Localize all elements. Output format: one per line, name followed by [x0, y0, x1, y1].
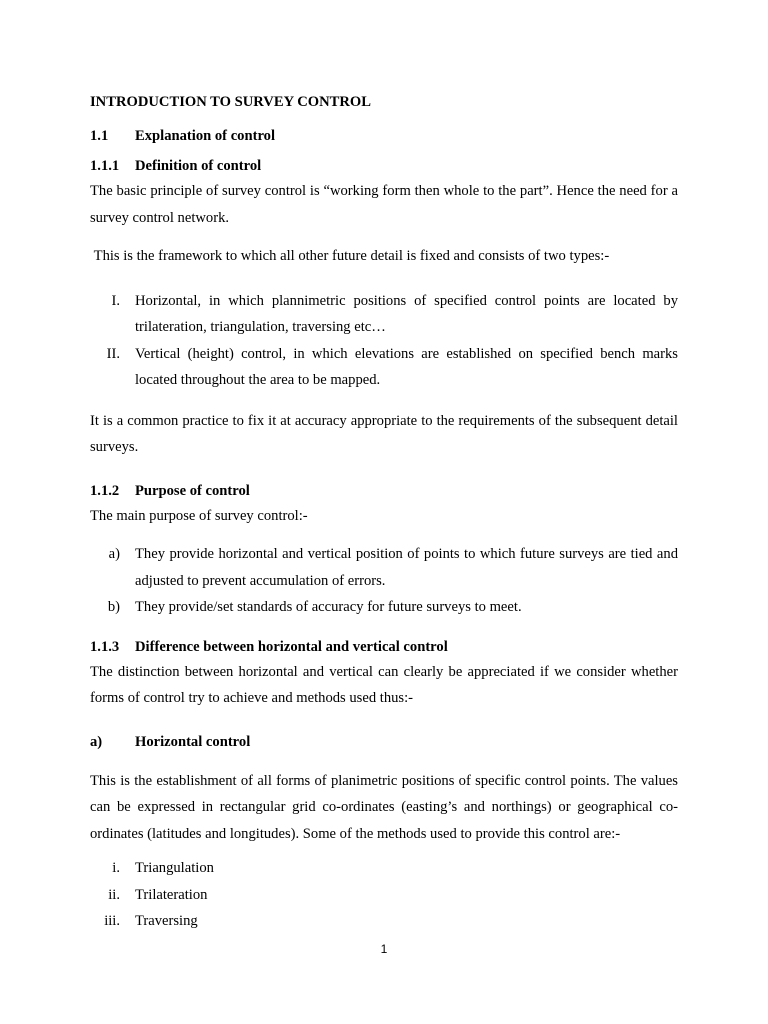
- methods-list: [90, 855, 678, 935]
- horizontal-control-paragraph: This is the establishment of all forms of planimetric positions of specific control points. The values can be expressed in rectangular grid co-ordinates (easting’s and northings) or geographical co-ordinates (latitudes and longitudes). Some of the methods used to provide this control are:-: [90, 772, 678, 842]
- control-types-list: [90, 288, 678, 394]
- list-item: [90, 288, 678, 341]
- list-item-text: Triangulation: [135, 860, 214, 876]
- horizontal-control-heading: [90, 730, 678, 754]
- practice-paragraph: It is a common practice to fix it at accuracy appropriate to the requirements of the subsequent detail surveys.: [90, 412, 678, 455]
- section-title: Purpose of control: [135, 482, 250, 499]
- list-marker: ii.: [108, 886, 120, 903]
- list-item-text: They provide/set standards of accuracy for future surveys to meet.: [135, 599, 522, 615]
- heading-marker: a): [90, 733, 103, 750]
- list-marker: b): [107, 599, 120, 615]
- list-item-text: Horizontal, in which plannimetric positions of specified control points are located by trilateration, triangulation, traversing etc…: [135, 292, 678, 335]
- difference-intro: The distinction between horizontal and vertical can clearly be appreciated if we consider whether forms of control try to achieve and methods used thus:-: [90, 663, 678, 706]
- purpose-list: [90, 541, 678, 621]
- list-item-text: Vertical (height) control, in which elevations are established on specified bench marks located throughout the area to be mapped.: [135, 345, 678, 388]
- list-marker: a): [108, 546, 120, 562]
- list-item-text: Traversing: [135, 913, 198, 929]
- section-heading-1-1: [90, 124, 678, 148]
- section-title: Definition of control: [135, 158, 262, 174]
- section-title: Difference between horizontal and vertical control: [135, 638, 448, 655]
- list-marker: I.: [111, 292, 120, 309]
- document-title: INTRODUCTION TO SURVEY CONTROL: [90, 94, 372, 110]
- section-title: Explanation of control: [135, 128, 276, 144]
- list-marker: II.: [106, 345, 120, 362]
- section-number: 1.1.2: [90, 482, 120, 499]
- heading-title: Horizontal control: [135, 733, 251, 750]
- section-number: 1.1: [90, 128, 109, 144]
- section-heading-1-1-1: [90, 154, 678, 178]
- definition-paragraph: The basic principle of survey control is “working form then whole to the part”. Hence the need for a survey control network.: [90, 183, 678, 226]
- section-heading-1-1-3: [90, 635, 678, 659]
- section-number: 1.1.3: [90, 638, 120, 655]
- page-content: [90, 90, 678, 949]
- list-item: [90, 882, 678, 909]
- list-marker: i.: [112, 860, 120, 876]
- list-item-text: Trilateration: [135, 886, 208, 903]
- list-item: [90, 541, 678, 594]
- list-item: [90, 855, 678, 882]
- list-item: [90, 908, 678, 935]
- section-number: 1.1.1: [90, 158, 120, 174]
- framework-paragraph: This is the framework to which all other future detail is fixed and consists of two types:-: [90, 248, 610, 264]
- list-item: [90, 594, 678, 621]
- purpose-intro: The main purpose of survey control:-: [90, 507, 308, 524]
- section-heading-1-1-2: [90, 479, 678, 503]
- list-item: [90, 341, 678, 394]
- list-marker: iii.: [104, 913, 120, 929]
- list-item-text: They provide horizontal and vertical position of points to which future surveys are tied and adjusted to prevent accumulation of errors.: [135, 546, 678, 589]
- page-number: 1: [380, 942, 388, 956]
